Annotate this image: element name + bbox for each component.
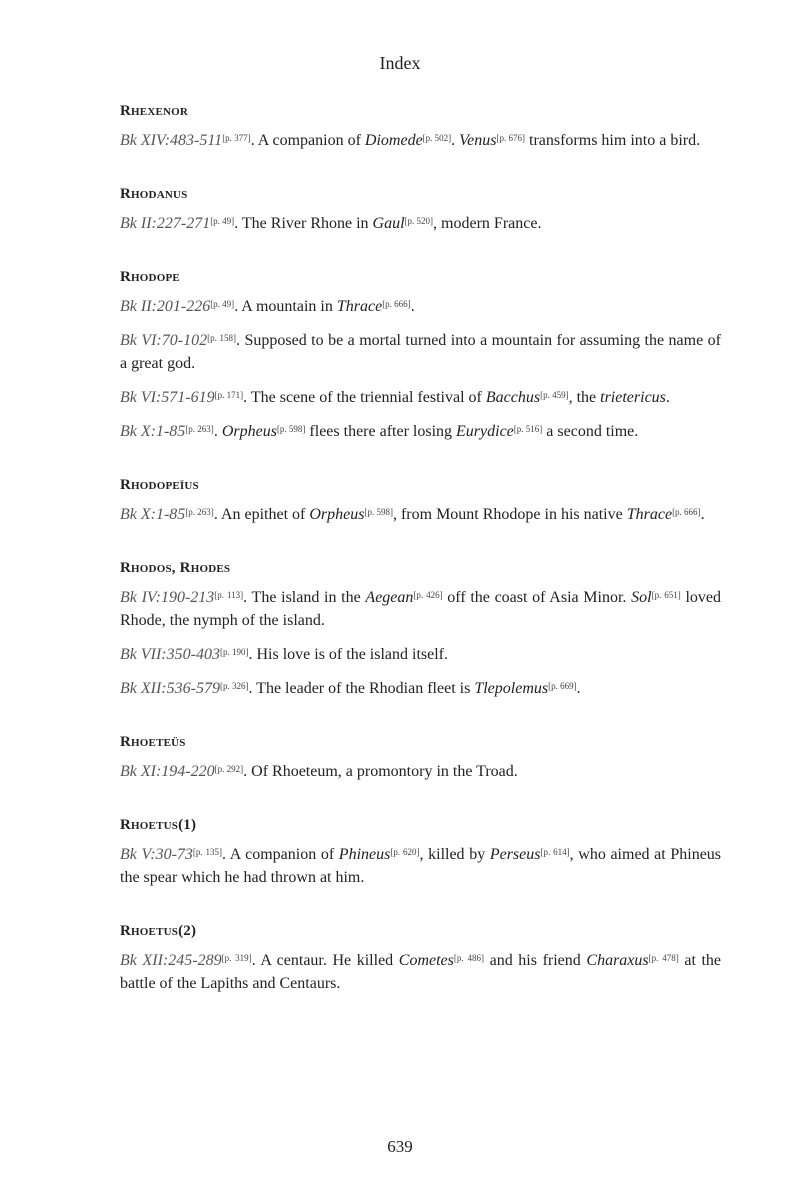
cross-reference-name[interactable]: Gaul [372, 215, 405, 232]
book-reference-link[interactable]: Bk XII:245-289 [120, 952, 222, 969]
cross-reference-name[interactable]: Charaxus [586, 952, 649, 969]
page-reference-link[interactable]: [p. 598] [364, 507, 393, 517]
page-reference-link[interactable]: [p. 669] [548, 681, 577, 691]
entry-paragraph [120, 841, 721, 889]
entry-text: loved Rhode, the nymph of the island. [120, 589, 722, 629]
cross-reference-name[interactable]: Bacchus [485, 389, 541, 406]
page-reference-link[interactable]: [p. 158] [207, 333, 237, 343]
page-reference-link[interactable]: [p. 598] [276, 424, 306, 434]
cross-reference-name[interactable]: Eurydice [456, 423, 514, 440]
entry-text: . [410, 298, 415, 315]
book-reference-link[interactable]: Bk VI:571-619 [120, 389, 215, 406]
cross-reference-name[interactable]: Sol [631, 589, 652, 606]
entry-text: and his friend [484, 952, 587, 969]
page-reference-link[interactable]: [p. 292] [214, 764, 244, 774]
entry-text: . The leader of the Rhodian fleet is [248, 680, 475, 697]
index-entries [120, 100, 721, 1004]
entry-text: . A centaur. He killed [251, 952, 399, 969]
index-entry [120, 557, 721, 700]
book-reference-link[interactable]: Bk IV:190-213 [120, 589, 215, 606]
entry-paragraph [120, 210, 721, 235]
book-reference-link[interactable]: Bk X:1-85 [120, 423, 186, 440]
entry-text: at the battle of the Lapiths and Centaurs. [120, 952, 722, 992]
page-reference-link[interactable]: [p. 135] [192, 847, 223, 857]
index-entry [120, 183, 721, 235]
page-reference-link[interactable]: [p. 620] [390, 847, 420, 857]
page-reference-link[interactable]: [p. 520] [404, 216, 434, 226]
cross-reference-name[interactable]: Orpheus [221, 423, 277, 440]
page-reference-link[interactable]: [p. 263] [185, 507, 214, 517]
cross-reference-name[interactable]: Diomede [364, 132, 423, 149]
entry-paragraph [120, 947, 721, 995]
cross-reference-name[interactable]: Thrace [336, 298, 383, 315]
entry-paragraph [120, 418, 721, 443]
page-reference-link[interactable]: [p. 190] [219, 647, 249, 657]
entry-headword: Rhodos, Rhodes [120, 560, 231, 576]
entry-text: , the [568, 389, 601, 406]
entry-paragraph [120, 641, 721, 666]
entry-headword: Rhodanus [120, 186, 188, 202]
entry-paragraph [120, 758, 721, 783]
entry-text: , modern France. [433, 215, 542, 232]
page-reference-link[interactable]: [p. 478] [648, 953, 679, 963]
index-entry [120, 474, 721, 526]
book-reference-link[interactable]: Bk XII:536-579 [120, 680, 220, 697]
book-reference-link[interactable]: Bk II:201-226 [120, 298, 211, 315]
page-reference-link[interactable]: [p. 486] [453, 953, 484, 963]
running-head: Index [379, 53, 421, 73]
entry-paragraph [120, 584, 721, 632]
entry-text: , who aimed at Phineus the spear which he had thrown at him. [120, 846, 722, 886]
page-reference-link[interactable]: [p. 459] [540, 390, 569, 400]
entry-headword: Rhodope [120, 269, 180, 285]
page-reference-link[interactable]: [p. 49] [210, 299, 235, 309]
entry-paragraph [120, 293, 721, 318]
entry-headword: Rhoetus(2) [120, 923, 197, 939]
entry-text: . The River Rhone in [234, 215, 373, 232]
entry-text: . The island in the [243, 589, 366, 606]
entry-text: . [576, 680, 581, 697]
cross-reference-name[interactable]: trietericus [600, 389, 666, 406]
entry-text: flees there after losing [305, 423, 457, 440]
cross-reference-name[interactable]: Venus [459, 132, 497, 149]
entry-text: . A mountain in [234, 298, 337, 315]
page-reference-link[interactable]: [p. 666] [672, 507, 701, 517]
entry-text: . A companion of [250, 132, 365, 149]
index-entry [120, 266, 721, 443]
entry-paragraph [120, 327, 721, 375]
cross-reference-name[interactable]: Tlepolemus [474, 680, 549, 697]
book-reference-link[interactable]: Bk V:30-73 [120, 846, 193, 863]
page-reference-link[interactable]: [p. 113] [214, 590, 244, 600]
page-reference-link[interactable]: [p. 676] [496, 133, 525, 143]
page-reference-link[interactable]: [p. 377] [222, 133, 251, 143]
index-entry [120, 100, 721, 152]
book-reference-link[interactable]: Bk II:227-271 [120, 215, 211, 232]
entry-text: . [700, 506, 705, 523]
entry-paragraph [120, 675, 721, 700]
entry-headword: Rhoeteüs [120, 734, 186, 750]
entry-text: , from Mount Rhodope in his native [392, 506, 627, 523]
page-reference-link[interactable]: [p. 651] [651, 590, 681, 600]
index-entry [120, 920, 721, 995]
book-reference-link[interactable]: Bk X:1-85 [120, 506, 186, 523]
page-reference-link[interactable]: [p. 326] [219, 681, 249, 691]
entry-text: , killed by [419, 846, 490, 863]
entry-paragraph [120, 384, 721, 409]
cross-reference-name[interactable]: Phineus [338, 846, 391, 863]
page-reference-link[interactable]: [p. 666] [382, 299, 411, 309]
book-reference-link[interactable]: Bk VI:70-102 [120, 332, 208, 349]
entry-paragraph [120, 127, 721, 152]
entry-text: . The scene of the triennial festival of [243, 389, 486, 406]
book-reference-link[interactable]: Bk VII:350-403 [120, 646, 220, 663]
page-reference-link[interactable]: [p. 516] [513, 424, 543, 434]
entry-text: off the coast of Asia Minor. [442, 589, 632, 606]
page-reference-link[interactable]: [p. 263] [185, 424, 214, 434]
cross-reference-name[interactable]: Cometes [398, 952, 454, 969]
book-reference-link[interactable]: Bk XI:194-220 [120, 763, 215, 780]
entry-headword: Rhodopeïus [120, 477, 199, 493]
page-reference-link[interactable]: [p. 319] [221, 953, 252, 963]
page-reference-link[interactable]: [p. 49] [210, 216, 235, 226]
page-number: 639 [387, 1137, 413, 1156]
entry-text: . Supposed to be a mortal turned into a mountain for assuming the name of a great god. [120, 332, 721, 372]
index-entry [120, 731, 721, 783]
cross-reference-name[interactable]: Thrace [626, 506, 673, 523]
entry-headword: Rhexenor [120, 103, 189, 119]
page-reference-link[interactable]: [p. 171] [214, 390, 244, 400]
entry-headword: Rhoetus(1) [120, 817, 197, 833]
entry-paragraph [120, 501, 721, 526]
cross-reference-name[interactable]: Perseus [489, 846, 541, 863]
entry-text: a second time. [542, 423, 639, 440]
entry-text: transforms him into a bird. [525, 132, 701, 149]
entry-text: . [213, 423, 222, 440]
entry-text: . A companion of [222, 846, 339, 863]
entry-text: . His love is of the island itself. [248, 646, 448, 663]
page-reference-link[interactable]: [p. 614] [540, 847, 570, 857]
book-reference-link[interactable]: Bk XIV:483-511 [120, 132, 223, 149]
entry-text: . Of Rhoeteum, a promontory in the Troad. [243, 763, 518, 780]
page-reference-link[interactable]: [p. 502] [422, 133, 452, 143]
entry-text: . An epithet of [213, 506, 310, 523]
index-entry [120, 814, 721, 889]
entry-text: . [665, 389, 670, 406]
entry-text: . [451, 132, 460, 149]
cross-reference-name[interactable]: Aegean [365, 589, 414, 606]
cross-reference-name[interactable]: Orpheus [309, 506, 365, 523]
page-reference-link[interactable]: [p. 426] [413, 590, 443, 600]
